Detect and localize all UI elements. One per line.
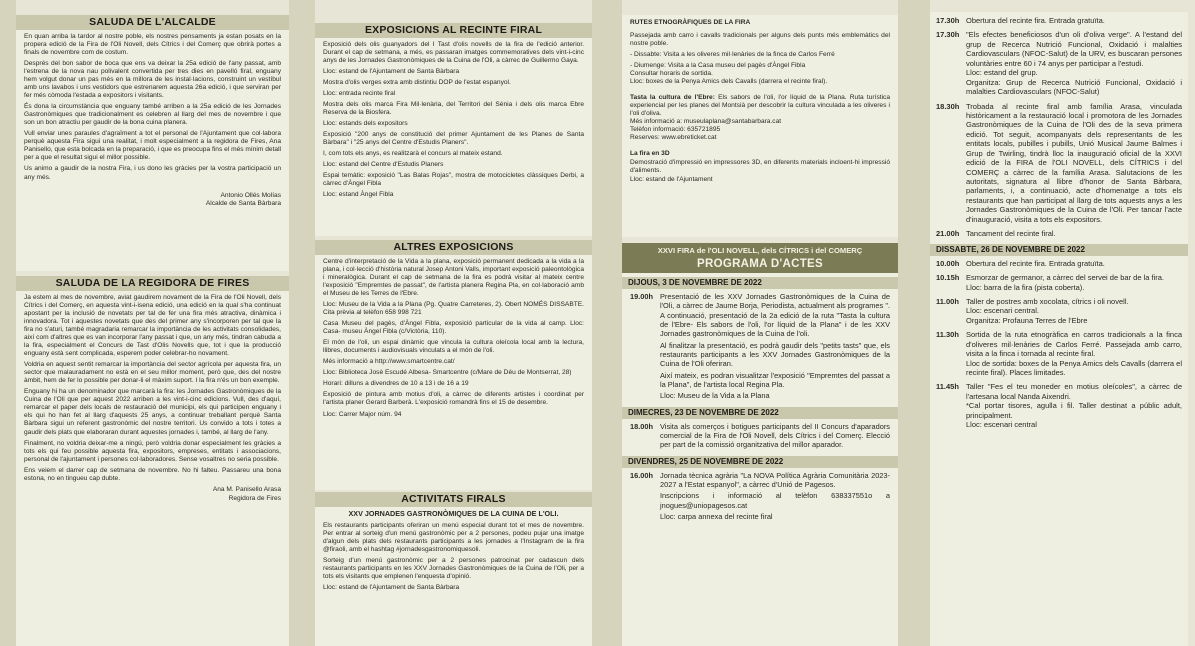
event-text: "Els efectes beneficiosos d'un oli d'oliva verge". A l'estand del grup de Recerca Nutrició Funcional, Oxidació i malalties Cardiovasculars (NFOC-Salut) de la URV, es buscaran persones voluntàries entre 60 i 74 anys per participar a l'estudi. [966,30,1182,68]
signature-name: Antonio Ollés Molías [220,191,281,199]
event-item [936,297,1182,327]
event-item [630,471,890,524]
event-text: Així mateix, es podran visualitzar l'exposició "Empremtes del passat a la Plana", de l'artista local Regina Pla. [660,370,890,389]
event-text[interactable]: Inscripcions i informació al telèfon 638337551o a jnogues@uniopagesos.cat [660,491,890,510]
event-item [936,16,1182,27]
paragraph: I, com tots els anys, es realitzarà el concurs al mateix estand. [323,150,503,158]
paragraph: Passejada amb carro i cavalls tradicionals per alguns dels punts més emblemàtics del nostre poble. [630,32,890,48]
day-header: DISSABTE, 26 DE NOVEMBRE DE 2022 [930,244,1188,256]
event-time: 21.00h [936,229,960,239]
page-gutter [592,0,622,646]
tast-text: Els sabors de l'oli, l'or líquid de la Plana. Ruta turística experiencial per les planes del Montsià per descobrir la cultura vinculada a les oliveres i l'oli d'oliva. [630,94,890,118]
event-time: 18.30h [936,101,960,111]
event-time: 11.45h [936,382,959,392]
paragraph: Lloc: Carrer Major núm. 94 [323,410,402,418]
paragraph: Lloc: Biblioteca Josè Escudé Albesa- Smartcentre (c/Mare de Déu de Montserrat, 28) [323,369,572,377]
tast-info-line[interactable]: Més informació a: museulaplana@santabarbara.cat [630,118,782,126]
tast-title: Tasta la cultura de l'Ebre: [630,94,715,102]
activitats-firals-section [315,492,592,646]
event-text: Esmorzar de germanor, a càrrec del servei de bar de la fira. [966,273,1165,283]
paragraph: Enguany hi ha un denominador que marcarà la fira: les Jornades Gastronòmiques de la Cuina de l'Oli que per aquest 2022 arriben a les vint-i-cinc edicions. Vull, des d'aquí, remarcar el paper dels locals de restauració del municipi, els qui participen enguany i els qui ho han fet al llarg d'aquests 25 anys, a continuar treballant perquè Santa Bàrbara sigui un referent gastronòmic del nostre territori. Us convido a tots i totes a gaudir dels plats que elaboraran durant aquestes jornades i, també, al llarg de l'any. [24,388,281,436]
event-text: Presentació de les XXV Jornades Gastronòmiques de la Cuina de l'Oli, a càrrec de Jaume Borja, Periodista, actualment als programes ". A continuació, presentació de la 2a edició de la ruta "Tasta la cultura de l'Ebre- Els sabors de l'oli, l'or líquid de la Plana" i de les XXV Jornades gastronòmiques de la Cuina de l'oli. [660,292,890,339]
event-item [936,30,1182,98]
event-text: Obertura del recinte fira. Entrada gratuïta. [966,258,1105,268]
paragraph: Casa Museu del pagès, d'Àngel Fibla, exposició particular de la vida al camp. Lloc: Casa- museu Àngel Fibla (c/Victòria, 110). [323,320,584,336]
event-text: Organitza: Grup de Recerca Nutrició Funcional, Oxidació i malalties Cardiovasculars (NFOC-Salut) [966,77,1182,97]
section-header: ALTRES EXPOSICIONS [315,240,592,255]
event-text: Lloc: Museu de la Vida a la Plana [660,391,770,401]
event-item [936,102,1182,227]
day-header: DIVENDRES, 25 DE NOVEMBRE DE 2022 [622,456,898,468]
signature-name: Ana M. Panisello Arasa [212,485,281,493]
paragraph: Us animo a gaudir de la nostra Fira, i us dono les gràcies per la vostra participació un any més. [24,165,281,181]
event-text: Visita als comerços i botigues participants del II Concurs d'aparadors comercial de la Fira de l'Oli Novell, dels Cítrics i del Comerç. Elecció per part de la comissió organitzativa del millor aparador. [660,421,890,450]
paragraph: Espai temàtic: exposició "Las Balas Rojas", mostra de motocicletes clàssiques Derbi, a càrrec d'Àngel Fibla [323,172,584,188]
saluda-alcalde-section [16,15,289,271]
tast-info-line[interactable]: Reserves: www.ebreticket.cat [630,134,717,142]
event-text: Organitza: Profauna Terres de l'Ebre [966,315,1088,325]
event-item [936,229,1182,240]
paragraph: Lloc: Museu de la Vida a la Plana (Pg. Quatre Carreteres, 2). Obert NOMÉS DISSABTE. Cita prèvia al telèfon 658 998 721 [323,301,584,317]
event-time: 17.30h [936,30,960,40]
event-text: Taller "Fes el teu moneder en motius oleícoles", a càrrec de l'artesana local Nanda Aixendri. [966,382,1182,401]
section-header: ACTIVITATS FIRALS [315,492,592,507]
event-time: 10.15h [936,273,960,283]
event-text: Lloc: estand del grup. [966,68,1038,78]
paragraph: Lloc: boxes de la Penya Amics dels Cavalls (darrera el recinte firal). [630,78,828,86]
paragraph: Lloc: entrada recinte firal [323,90,396,98]
paragraph: Mostra dels olis marca Fira Mil·lenària, del Territori del Sénia i dels olis marca Ebre Reserva de la Biosfera. [323,101,584,117]
event-time: 11.30h [936,330,959,340]
paragraph: Lloc: estand de l'Ajuntament de Santa Bàrbara [323,584,460,591]
paragraph: Demostració d'impressió en impressores 3D, en diferents materials incloent-hi impressió d'aliments. [630,159,890,175]
event-text: Lloc de sortida: boxes de la Penya Amics dels Cavalls (darrera el recinte firal). Places limitades. [966,358,1182,377]
programa-subtitle: XXVI FIRA de l'OLI NOVELL, dels CÍTRICS i del COMERÇ [657,246,863,255]
paragraph: Exposició dels olis guanyadors del I Tast d'olis novells de la fira de l'edició anterior. Durant el cap de setmana, a més, es passaran imatges commemoratives dels vint-i-cinc anys de les Jornades Gastronòmiques de la Cuina de l'Oli, a càrrec de Guillermo Gaya. [323,41,584,65]
signature-role: Alcalde de Santa Bàrbara [205,200,281,208]
paragraph: Voldria en aquest sentit remarcar la importància del sector agrícola per aquesta fira, un sector que malauradament no està en el seu millor moment, però que, des del nostre àmbit, hem de fer lo possible per donar-li el màxim suport. I la fira n'és un bon exemple. [24,361,281,385]
paragraph: Horari: dilluns a divendres de 10 a 13 i de 16 a 19 [323,380,469,388]
event-text: Lloc: escenari central. [966,306,1039,316]
programa-title: PROGRAMA D'ACTES [697,258,823,270]
jornades-title: XXV JORNADES GASTRONÒMIQUES DE LA CUINA DE L'OLI. [348,509,559,518]
event-text: Taller de postres amb xocolata, cítrics i oli novell. [966,296,1129,306]
paragraph: En quan arriba la tardor al nostre poble, els nostres pensaments ja estan posats en la propera edició de la Fira de l'Oli Novell, dels Cítrics i del Comerç que obrirà portes a finals de novembre com de costum. [24,33,281,57]
page-gutter [898,0,930,646]
programa-continued [930,12,1188,646]
event-time: 10.00h [936,258,960,268]
fira3d-title: La fira en 3D [630,150,670,158]
paragraph: Exposició "200 anys de constitució del primer Ajuntament de les Planes de Santa Bàrbara" i "25 anys del Centre d'Estudis Planers". [323,131,584,147]
paragraph: Finalment, no voldria deixar-me a ningú, però voldria donar especialment les gràcies a tots els qui feu possible aquesta fira, expositors, empreses, entitats i associacions, personal de l'ajuntament i persones col·laboradores. Sense vosaltres no seria possible. [24,439,281,463]
altres-exposicions-section [315,240,592,490]
event-text: Jornada tècnica agrària "La NOVA Política Agrària Comunitària 2023-2027 a l'Estat espanyol", a càrrec d'Unió de Pagesos. [660,470,890,489]
paragraph: És dona la circumstància que enguany també arriben a la 25a edició de les Jornades Gastronòmiques que tradicionalment es celebren al llarg del mes de novembre i que son un bon atractiu per gaudir de la bona cuina planera. [24,103,281,127]
exposicions-section [315,23,592,236]
paragraph [630,94,890,118]
paragraph: Vull enviar unes paraules d'agraïment a tot el personal de l'Ajuntament que col·labora perquè aquesta Fira sigui una realitat, i molt especialment a la regidora de Fires, Ana Panisello, que esta bolcada en la preparació, i que es preocupa fins el més mínim detall per a que el resultat sigui el millor possible. [24,130,281,162]
event-time: 19.00h [630,292,654,301]
day-header: DIJOUS, 3 DE NOVEMBRE DE 2022 [622,277,898,289]
paragraph: Ja estem al mes de novembre, aviat gaudirem novament de la Fira de l'Oli Novell, dels Cítrics i del Comerç, en aquesta vint-i-isena edició, una edició en la qual s'ha continuat apostant per la inclusió de novetats per tal de fer una fira més atractiva, dinàmica i innovadora. Tot i aquestes novetats que des del primer any s'incorporen per tal que la fira no s'aturi, també magradaria remarcar la importància de les activitats consolidades, així com d'altres que es van incorporar l'any passat i que, un any més, tindran cabuda a la fira, especialment el Concurs de Tast d'Olis Novells que, tot i que la producció enguany està sent complicada, esperem poder celebrar-ho novament. [24,294,281,358]
programa-section [622,273,898,646]
paragraph: Lloc: estand Àngel Fibla [323,191,394,199]
event-item [630,422,890,452]
page-gutter [289,0,315,646]
signature-role: Regidora de Fires [228,494,281,502]
event-text: Tancament del recinte firal. [966,229,1056,239]
page-gutter [0,0,16,646]
paragraph: Mostra d'olis verges extra amb distintiu DOP de l'estat espanyol. [323,79,511,87]
event-text: Trobada al recinte firal amb família Arasa, vinculada històricament a la restauració local i promotora de les Jornades Gastronòmiques de la Cuina de l'Oli des de la seva primera edició. Tot seguit, acompanyats dels representants de les entitats locals, pubilles i pubills, Unió Musical Jaume Balmes i Grup de Twirling, tindrà lloc la inauguració oficial de la XXVI edició de la FIRA de l'OLI NOVELL, dels CÍTRICS i del COMERÇ a càrrec de la família Arasa. Salutacions de les autoritats, signatura al llibre d'honor de Santa Bàrbara, parlaments, i, a continuació, acte d'homenatge a tots els restaurants que han participat al llarg de tots aquests anys a les Jornades Gastronòmiques de la Cuina de l'Oli. Per tancar l'acte d'inauguració, visita a tots els expositors. [966,101,1182,224]
event-time: 18.00h [630,421,654,431]
paragraph: Els restaurants participants oferiran un menú especial durant tot el mes de novembre. Per entrar al sorteig d'un menú gastronòmic per a 2 persones, podeu pujar una imatge d'algun dels plats dels restaurants participants a les jornades a l'Instagram de la fira @firaoli, amb el hashtag #jornadesgastronomiquesoli. [323,521,584,553]
event-text: Sortida de la ruta etnogràfica en carros tradicionals a la finca d'oliveres mil·lenàries de Carlos Ferré. Passejada amb carro, visita a la finca i tornada al recinte firal. [966,330,1182,359]
rutes-title: RUTES ETNOGRÀFIQUES DE LA FIRA [630,19,751,26]
paragraph: Lloc: estands dels expositors [323,120,408,128]
event-item [936,259,1182,270]
event-text: *Cal portar tisores, agulla i fil. Taller destinat a públic adult, principalment. [966,401,1182,420]
paragraph: El món de l'oli, un espai dinàmic que vincula la cultura oleícola local amb la lectura, llibres, documents i audiovisuals vinculats a el món de l'oli. [323,339,584,355]
paragraph: - Dissabte: Visita a les oliveres mil·lenàries de la finca de Carlos Ferré [630,51,835,59]
paragraph: Consultar horaris de sortida. [630,70,713,78]
saluda-regidora-section [16,276,289,646]
section-header: SALUDA DE LA REGIDORA DE FIRES [16,276,289,291]
event-time: 16.00h [630,470,654,480]
paragraph: Lloc: estand del Centre d'Estudis Planers [323,161,444,169]
section-header: SALUDA DE L'ALCALDE [16,15,289,30]
event-item [936,382,1182,431]
event-item [936,330,1182,379]
paragraph: Lloc: estand de l'Ajuntament de Santa Bàrbara [323,68,460,76]
event-item [630,292,890,403]
event-text: Lloc: carpa annexa del recinte firal [660,511,773,521]
paragraph: Sorteig d'un menú gastronòmic per a 2 persones patrocinat per cadascun dels restaurants participants en les XXV Jornades Gastronòmiques de la Cuina de l'Oli, per a tots els visitants que emplenen l'enquesta d'opinió. [323,556,584,580]
paragraph: Ens veiem el darrer cap de setmana de novembre. No hi falteu. Passareu una bona estona, no en tingueu cap dubte. [24,466,281,482]
event-text: Obertura del recinte fira. Entrada gratuïta. [966,16,1105,25]
paragraph: Exposició de pintura amb motius d'oli, a càrrec de diferents artistes i coordinat per l'artista planer Gerard Barberà. L'exposició romandrà fins el 15 de desembre. [323,391,584,407]
paragraph: Lloc: estand de l'Ajuntament [630,175,713,183]
paragraph: - Diumenge: Visita a la Casa museu del pagès d'Àngel Fibla [630,62,806,70]
event-text: Lloc: barra de la fira (pista coberta). [966,282,1085,292]
website-link[interactable]: Més informació a http://www.smartcentre.cat/ [323,358,455,366]
day-header: DIMECRES, 23 DE NOVEMBRE DE 2022 [622,407,898,419]
paragraph: Centre d'interpretació de la Vida a la plana, exposició permanent dedicada a la vida a la plana, i col·lecció d'història natural Josep Antoni Valls, important exposició paleontològica i mineralògica. Durant el cap de setmana de la fira es podrà visitar al mateix centre l'exposició "Empremtes de passat", de l'artista planera Regina Pla, en col·laboració amb el Museu de les Terres de l'Ebre. [323,258,584,298]
event-text: Al finalitzar la presentació, es podrà gaudir dels "petits tasts" que, els restaurants participants a les XXV Jornades Gastronòmiques de la Cuina de l'Oli oferiran. [660,340,890,369]
section-header: EXPOSICIONS AL RECINTE FIRAL [315,23,592,38]
paragraph: Després del bon sabor de boca que ens va deixar la 25a edició de l'any passat, amb l'estrena de la nova nau polivalent convertida per tres dies en pavelló firal, enguany hem volgut donar un pas més en la millora de les instal·lacions, construint un vestíbul amb uns lavabos i uns vestidors que estrenarem aquesta 26a edició, i que serviran per fer més còmoda l'estada a expositors i visitants. [24,60,281,100]
tast-info-line: Telèfon informació: 635721895 [630,126,721,134]
event-time: 17.30h [936,16,960,25]
event-text: Lloc: escenari central [966,420,1037,430]
programa-banner [622,243,898,273]
event-time: 11.00h [936,296,959,306]
event-item [936,273,1182,294]
rutes-section [622,15,898,237]
